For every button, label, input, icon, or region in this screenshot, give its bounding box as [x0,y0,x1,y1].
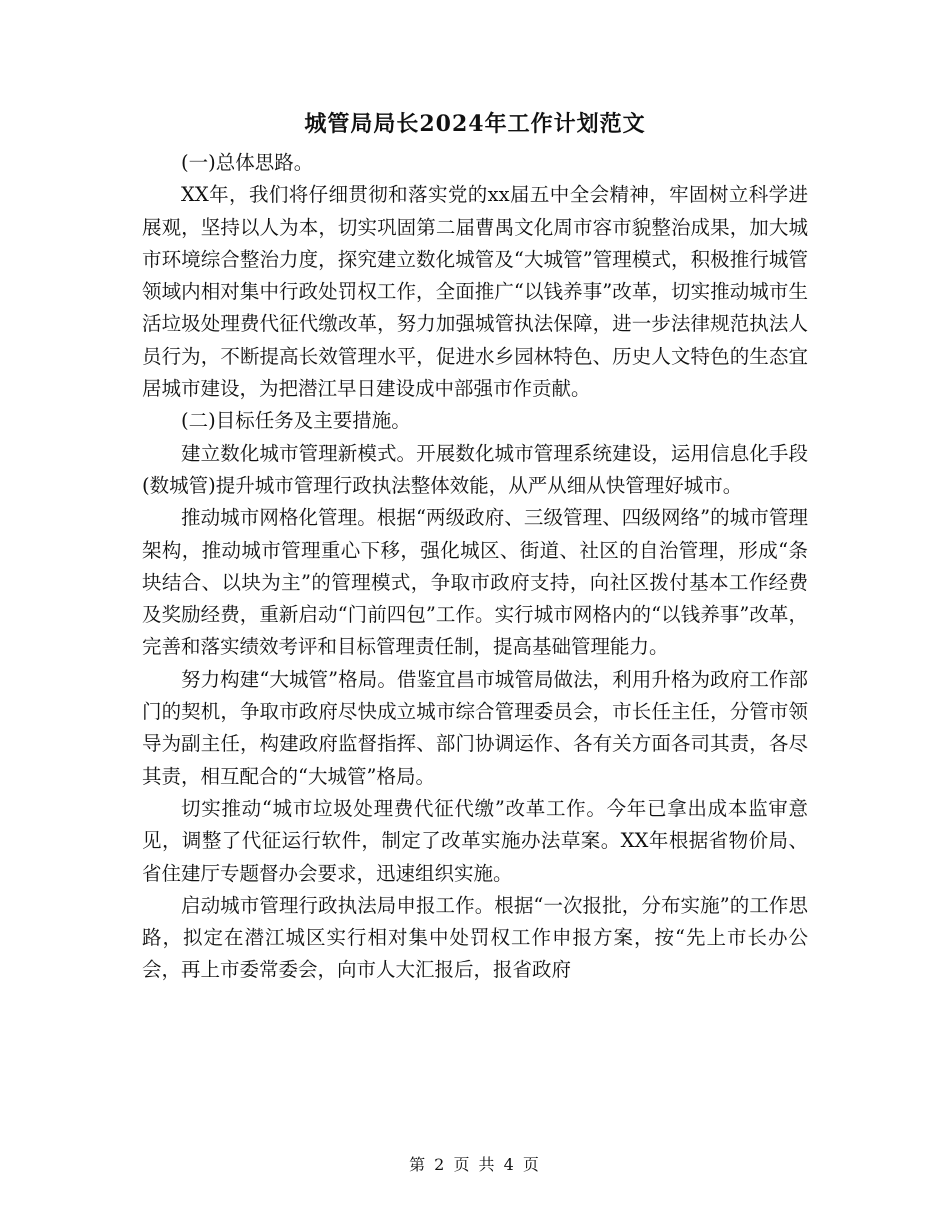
paragraph-digital-management: 建立数化城市管理新模式。开展数化城市管理系统建设，运用信息化手段(数城管)提升城市管理行政执法整体效能，从严从细从快管理好城市。 [142,441,808,497]
paragraph-garbage-fee-reform: 切实推动“城市垃圾处理费代征代缴”改革工作。今年已拿出成本监审意见，调整了代征运行软件，制定了改革实施办法草案。XX年根据省物价局、省住建厅专题督办会要求，迅速组织实施。 [142,796,808,885]
page-number-footer: 第 2 页 共 4 页 [409,1155,541,1174]
paragraph-big-urban-management: 努力构建“大城管”格局。借鉴宜昌市城管局做法，利用升格为政府工作部门的契机，争取市政府尽快成立城市综合管理委员会，市长任主任，分管市领导为副主任，构建政府监督指挥、部门协调运作、各有关方面各司其责，各尽其责，相互配合的“大城管”格局。 [142,667,808,788]
paragraph-section-heading-1: (一)总体思路。 [181,151,314,174]
paragraph-enforcement-bureau: 启动城市管理行政执法局申报工作。根据“一次报批，分布实施”的工作思路，拟定在潜江城区实行相对集中处罚权工作申报方案，按“先上市长办公会，再上市委常委会，向市人大汇报后，报省政府 [142,893,808,982]
paragraph-section-heading-2: (二)目标任务及主要措施。 [181,409,411,433]
paragraph-grid-management: 推动城市网格化管理。根据“两级政府、三级管理、四级网络”的城市管理架构，推动城市管理重心下移，强化城区、街道、社区的自治管理，形成“条块结合、以块为主”的管理模式，争取市政府支持，向社区拨付基本工作经费及奖励经费，重新启动“门前四包”工作。实行城市网格内的“以钱养事”改革，完善和落实绩效考评和目标管理责任制，提高基础管理能力。 [142,506,808,659]
paragraph-overall-approach: XX年，我们将仔细贯彻和落实党的xx届五中全会精神，牢固树立科学进展观，坚持以人为本，切实巩固第二届曹禺文化周市容市貌整治成果，加大城市环境综合整治力度，探究建立数化城管及“大城管”管理模式，积极推行城管领域内相对集中行政处罚权工作，全面推广“以钱养事”改革，切实推动城市生活垃圾处理费代征代缴改革，努力加强城管执法保障，进一步法律规范执法人员行为，不断提高长效管理水平，促进水乡园林特色、历史人文特色的生态宜居城市建设，为把潜江早日建设成中部强市作贡献。 [142,183,808,401]
document-title: 城管局局长2024年工作计划范文 [304,111,646,137]
document-body [142,147,808,987]
